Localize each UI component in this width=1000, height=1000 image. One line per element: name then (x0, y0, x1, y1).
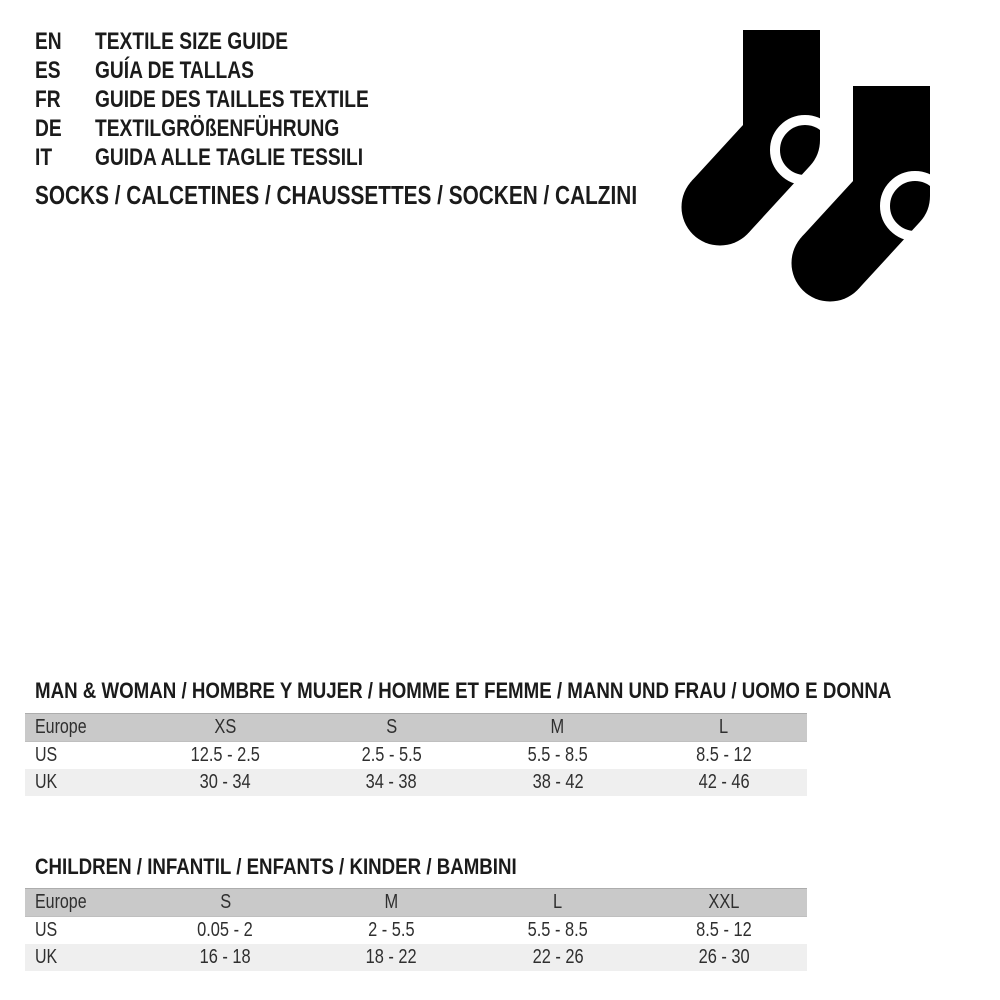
column-header-text: XS (214, 716, 237, 738)
language-code (35, 56, 95, 85)
language-code-text: ES (35, 57, 61, 84)
column-header-text: Europe (35, 891, 87, 913)
guide-title-de: TEXTILGRÖßENFÜHRUNG (95, 115, 340, 142)
size-value-text: 18 - 22 (366, 946, 418, 968)
table-row (25, 742, 807, 770)
column-header (142, 889, 308, 917)
column-header-text: M (384, 891, 399, 913)
column-header-text: S (219, 891, 231, 913)
size-value (308, 917, 474, 945)
size-value (475, 742, 641, 770)
language-title-list (35, 27, 437, 172)
column-header (308, 889, 474, 917)
guide-title-it: GUIDA ALLE TAGLIE TESSILI (95, 144, 364, 171)
size-value (142, 742, 308, 770)
column-header (475, 714, 641, 742)
row-label-text: UK (35, 946, 58, 968)
size-table-children (25, 888, 807, 971)
row-label (25, 917, 142, 945)
size-value-text: 22 - 26 (532, 946, 584, 968)
language-code (35, 27, 95, 56)
size-value (475, 917, 641, 945)
column-header (475, 889, 641, 917)
size-value-text: 2.5 - 5.5 (361, 744, 422, 766)
column-header (641, 714, 807, 742)
language-code-text: FR (35, 86, 61, 113)
column-header (308, 714, 474, 742)
list-item (35, 56, 437, 85)
column-header (142, 714, 308, 742)
row-label (25, 742, 142, 770)
column-header (641, 889, 807, 917)
size-value (142, 917, 308, 945)
size-value (308, 742, 474, 770)
column-header (25, 889, 142, 917)
row-label-text: UK (35, 771, 58, 793)
column-header (25, 714, 142, 742)
table-header-row (25, 714, 807, 742)
size-value (641, 917, 807, 945)
size-value (308, 769, 474, 796)
size-value-text: 0.05 - 2 (197, 919, 254, 941)
size-value-text: 38 - 42 (532, 771, 584, 793)
table-title-text: MAN & WOMAN / HOMBRE Y MUJER / HOMME ET FEMME / MANN UND FRAU / UOMO E DONNA (35, 678, 892, 703)
size-value (475, 769, 641, 796)
guide-title-es: GUÍA DE TALLAS (95, 57, 254, 84)
size-value (641, 742, 807, 770)
row-label-text: US (35, 919, 58, 941)
table-row (25, 769, 807, 796)
language-code-text: IT (35, 144, 53, 171)
size-value (142, 769, 308, 796)
size-value-text: 5.5 - 8.5 (527, 744, 588, 766)
size-value-text: 8.5 - 12 (696, 919, 752, 941)
row-label (25, 944, 142, 971)
list-item (35, 143, 437, 172)
size-value-text: 2 - 5.5 (368, 919, 415, 941)
size-value (475, 944, 641, 971)
table-title-man-woman (35, 680, 1000, 702)
row-label (25, 769, 142, 796)
column-header-text: Europe (35, 716, 87, 738)
size-value-text: 30 - 34 (199, 771, 251, 793)
size-value-text: 26 - 30 (698, 946, 750, 968)
language-code (35, 85, 95, 114)
size-value (308, 944, 474, 971)
column-header-text: S (386, 716, 398, 738)
language-code (35, 114, 95, 143)
size-table-man-woman (25, 713, 807, 796)
column-header-text: XXL (708, 891, 740, 913)
size-value-text: 34 - 38 (366, 771, 418, 793)
guide-title-en: TEXTILE SIZE GUIDE (95, 28, 289, 55)
table-title-children (35, 856, 602, 878)
size-value-text: 42 - 46 (698, 771, 750, 793)
column-header-text: L (553, 891, 563, 913)
table-header-row (25, 889, 807, 917)
list-item (35, 27, 437, 56)
size-value-text: 12.5 - 2.5 (190, 744, 261, 766)
socks-icon (660, 20, 960, 320)
language-code-text: DE (35, 115, 62, 142)
table-row (25, 944, 807, 971)
size-value-text: 16 - 18 (199, 946, 251, 968)
column-header-text: L (719, 716, 729, 738)
sock-shape (682, 30, 836, 246)
column-header-text: M (550, 716, 565, 738)
size-value (641, 769, 807, 796)
table-title-text: CHILDREN / INFANTIL / ENFANTS / KINDER / BAMBINI (35, 854, 517, 879)
list-item (35, 114, 437, 143)
guide-title-fr: GUIDE DES TAILLES TEXTILE (95, 86, 369, 113)
size-value-text: 8.5 - 12 (696, 744, 752, 766)
size-value-text: 5.5 - 8.5 (527, 919, 588, 941)
row-label-text: US (35, 744, 58, 766)
category-heading-text: SOCKS / CALCETINES / CHAUSSETTES / SOCKEN / CALZINI (35, 180, 638, 210)
table-row (25, 917, 807, 945)
size-value (641, 944, 807, 971)
language-code-text: EN (35, 28, 62, 55)
language-code (35, 143, 95, 172)
size-value (142, 944, 308, 971)
list-item (35, 85, 437, 114)
